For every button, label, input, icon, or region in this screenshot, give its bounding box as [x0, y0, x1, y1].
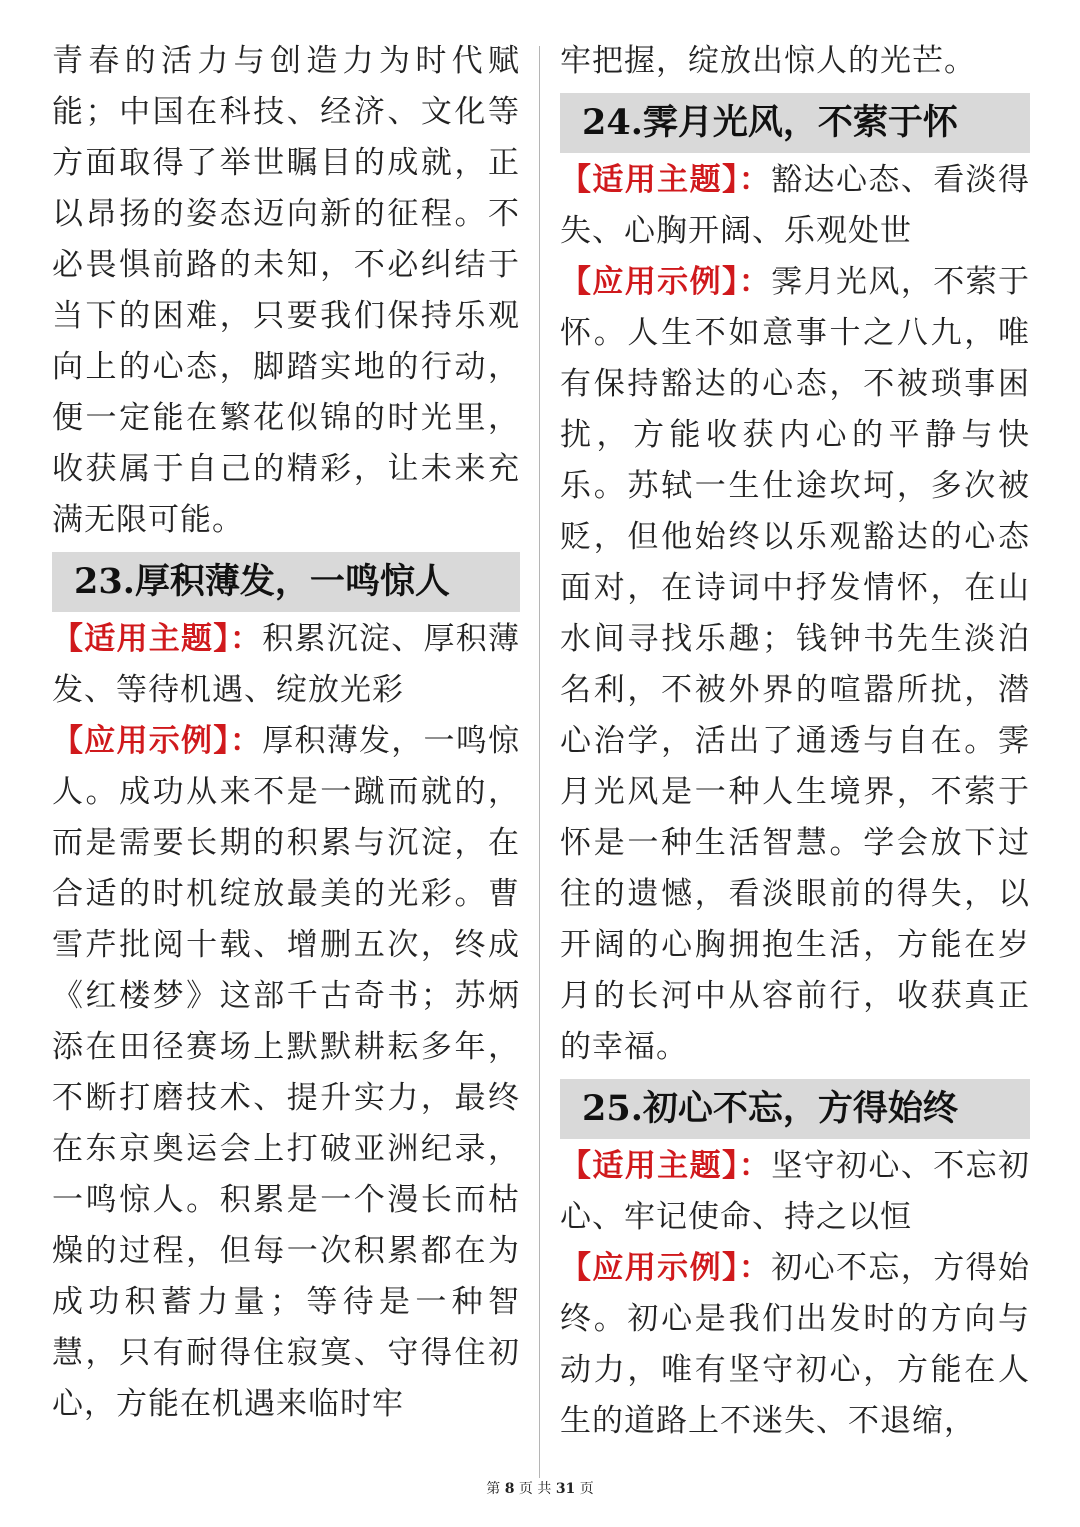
column-divider: [539, 46, 540, 1478]
theme-text: 积累沉淀、厚积薄发、等待机遇、绽放光彩: [52, 621, 520, 708]
section-24-example: [560, 257, 1030, 1073]
section-25-example: [560, 1243, 1030, 1447]
footer-suffix: 页: [579, 1481, 594, 1497]
page-number: 8: [504, 1481, 515, 1497]
section-25-theme: [560, 1141, 1030, 1243]
theme-label: 【适用主题】：: [52, 621, 263, 657]
footer-prefix: 第: [486, 1481, 501, 1497]
example-text: 霁月光风，不萦于怀。人生不如意事十之八九，唯有保持豁达的心态，不被琐事困扰，方能收获内心的平静与快乐。苏轼一生仕途坎坷，多次被贬，但他始终以乐观豁达的心态面对，在诗词中抒发情怀，在山水间寻找乐趣；钱钟书先生淡泊名利，不被外界的喧嚣所扰，潜心治学，活出了通透与自在。霁月光风是一种人生境界，不萦于怀是一种生活智慧。学会放下过往的遗憾，看淡眼前的得失，以开阔的心胸拥抱生活，方能在岁月的长河中从容前行，收获真正的幸福。: [560, 264, 1030, 1065]
theme-label: 【适用主题】：: [560, 162, 772, 198]
example-label: 【应用示例】：: [560, 1250, 772, 1286]
page-total: 31: [555, 1481, 576, 1497]
footer-middle: 页 共: [518, 1481, 552, 1497]
theme-text: 豁达心态、看淡得失、心胸开阔、乐观处世: [560, 162, 1030, 249]
theme-text: 坚守初心、不忘初心、牢记使命、持之以恒: [560, 1148, 1030, 1235]
section-25-heading: 25.初心不忘，方得始终: [560, 1079, 1030, 1139]
example-label: 【应用示例】：: [560, 264, 772, 300]
continued-paragraph: 牢把握，绽放出惊人的光芒。: [560, 43, 976, 79]
section-24-theme: [560, 155, 1030, 257]
example-label: 【应用示例】：: [52, 723, 263, 759]
right-column: [560, 36, 1030, 1447]
section-24-heading: 24.霁月光风，不萦于怀: [560, 93, 1030, 153]
page-footer: [0, 1478, 1080, 1498]
theme-label: 【适用主题】：: [560, 1148, 772, 1184]
section-23-heading: 23.厚积薄发，一鸣惊人: [52, 552, 520, 612]
intro-paragraph: 青春的活力与创造力为时代赋能；中国在科技、经济、文化等方面取得了举世瞩目的成就，正以昂扬的姿态迈向新的征程。不必畏惧前路的未知，不必纠结于当下的困难，只要我们保持乐观向上的心态，脚踏实地的行动，便一定能在繁花似锦的时光里，收获属于自己的精彩，让未来充满无限可能。: [52, 43, 520, 538]
section-23-example: [52, 716, 520, 1430]
left-column: [52, 36, 520, 1430]
section-23-theme: [52, 614, 520, 716]
example-text: 厚积薄发，一鸣惊人。成功从来不是一蹴而就的，而是需要长期的积累与沉淀，在合适的时机绽放最美的光彩。曹雪芹批阅十载、增删五次，终成《红楼梦》这部千古奇书；苏炳添在田径赛场上默默耕耘多年，不断打磨技术、提升实力，最终在东京奥运会上打破亚洲纪录，一鸣惊人。积累是一个漫长而枯燥的过程，但每一次积累都在为成功积蓄力量；等待是一种智慧，只有耐得住寂寞、守得住初心，方能在机遇来临时牢: [52, 723, 520, 1422]
example-text: 初心不忘，方得始终。初心是我们出发时的方向与动力，唯有坚守初心，方能在人生的道路上不迷失、不退缩，: [560, 1250, 1030, 1439]
